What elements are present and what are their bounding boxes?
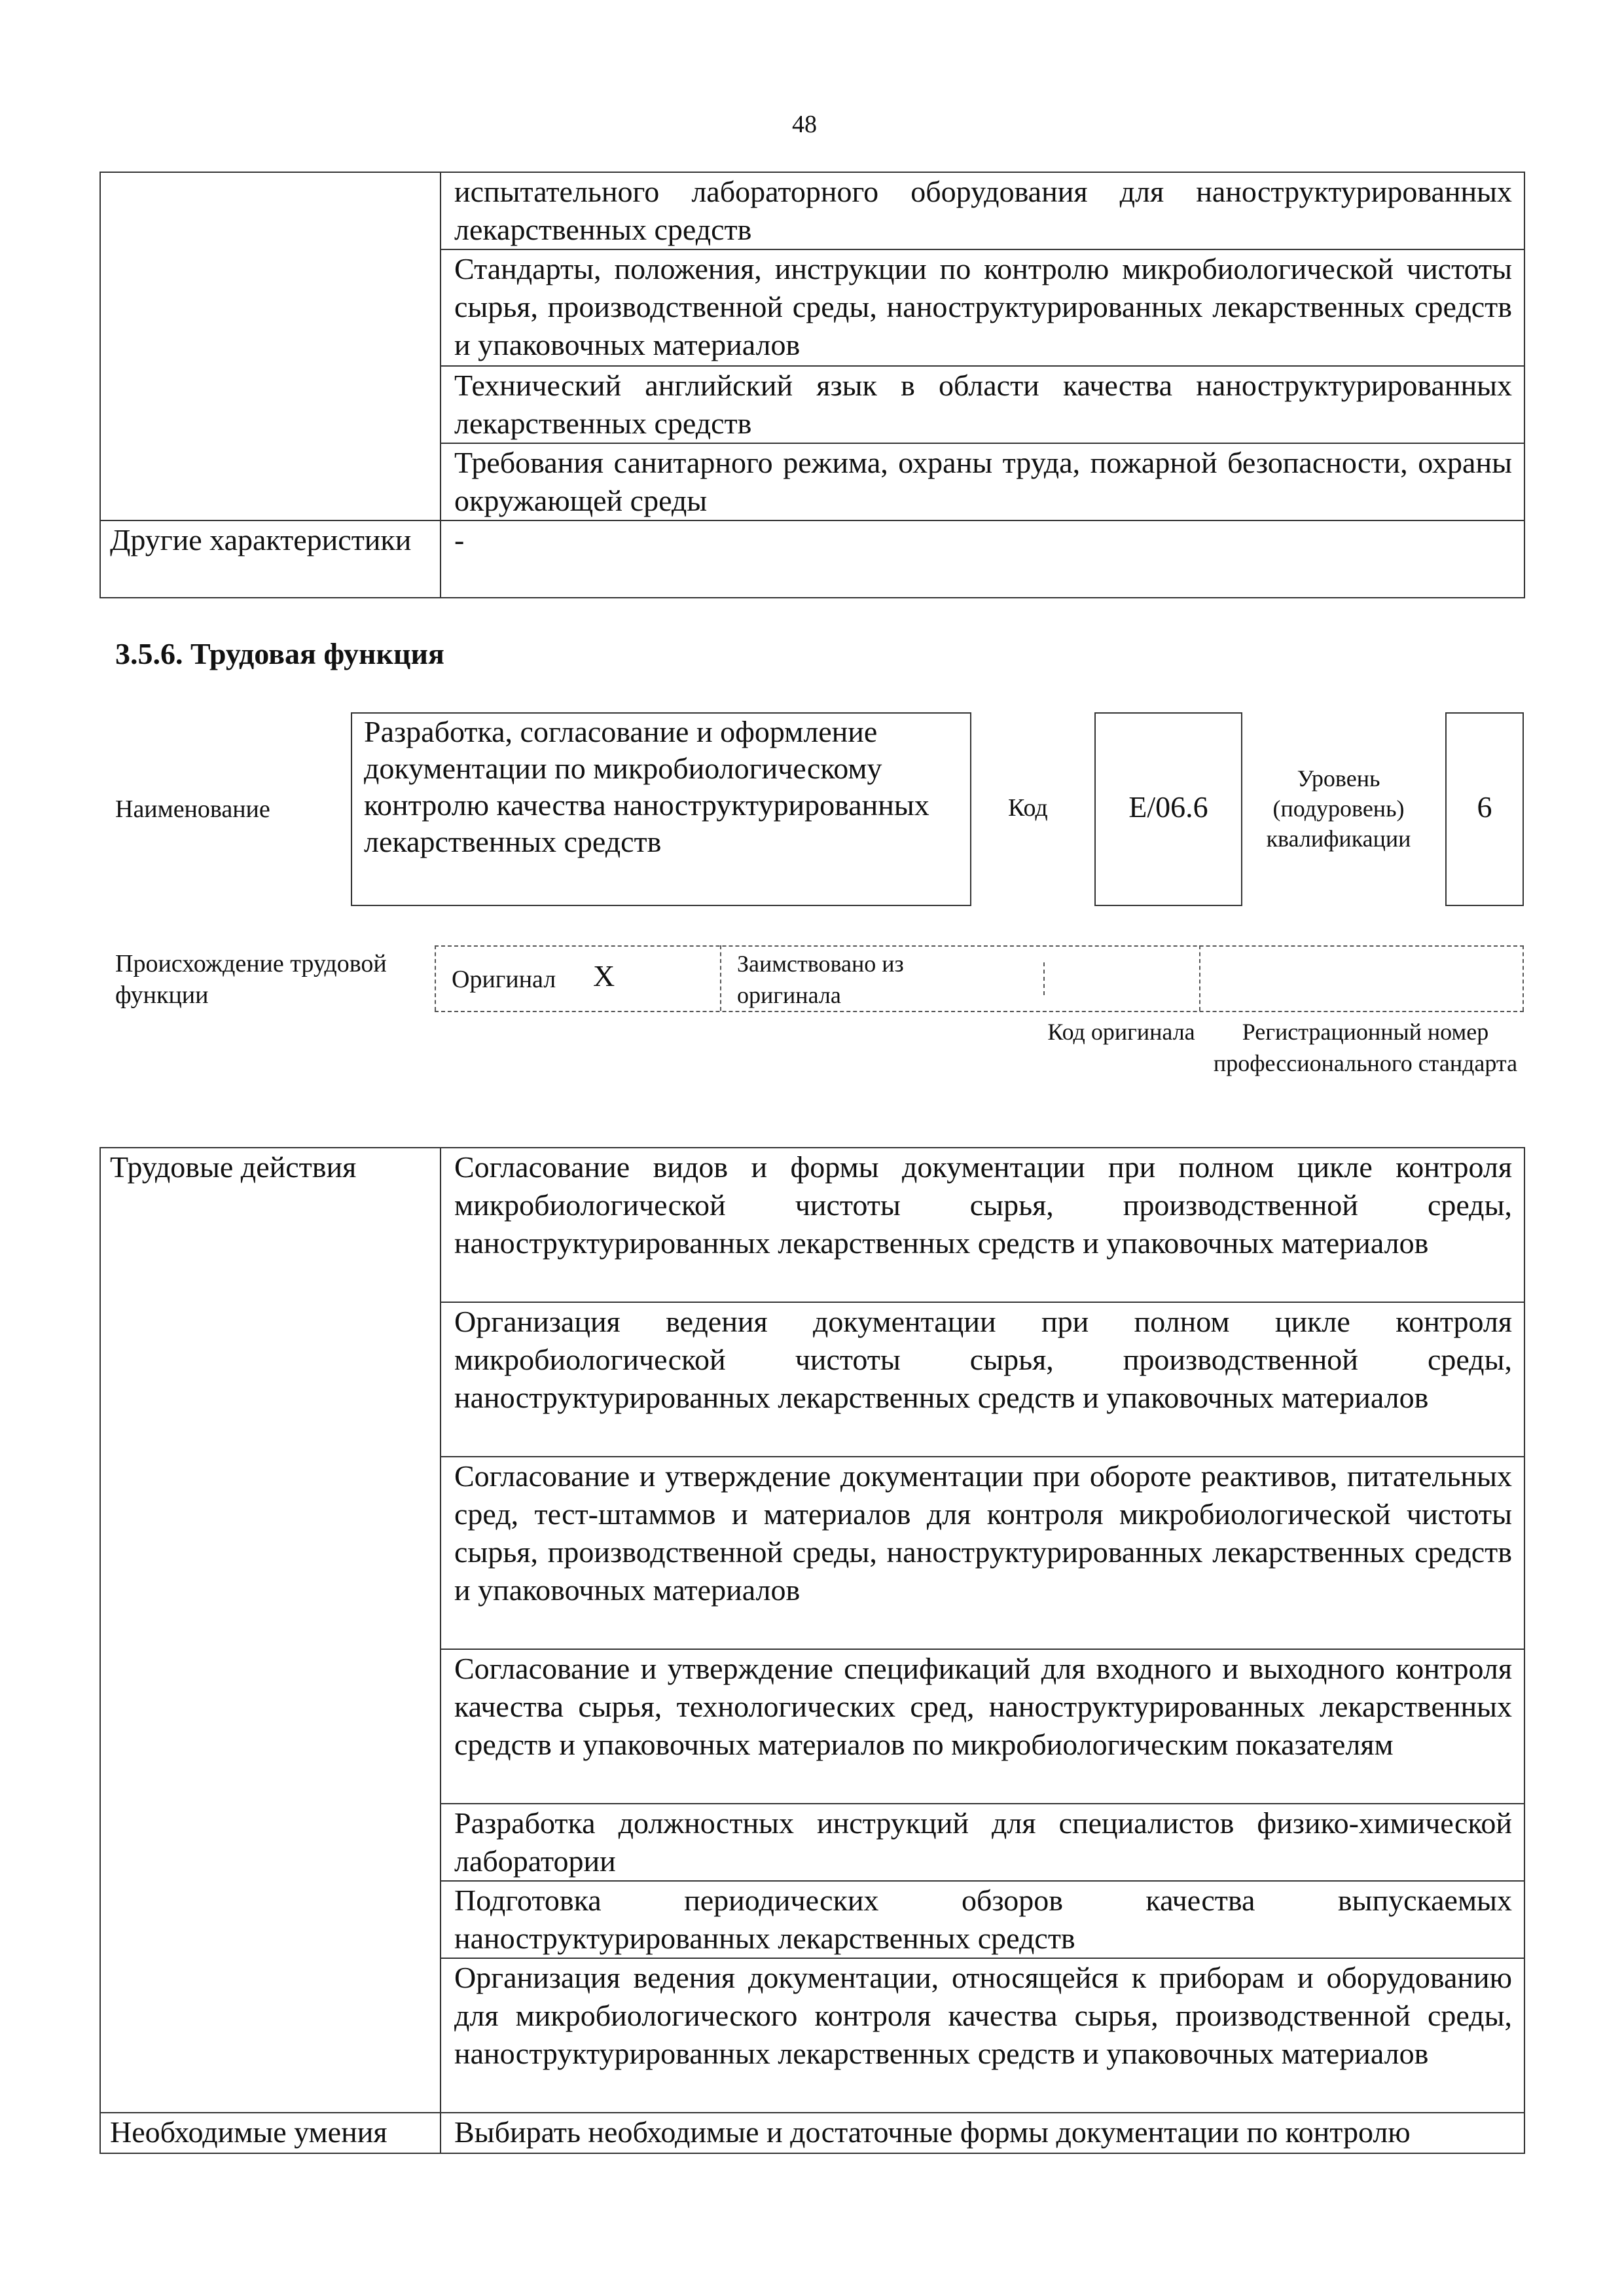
reg-divider xyxy=(1199,945,1200,1011)
other-characteristics-label: Другие характеристики xyxy=(100,520,441,598)
reg-caption: Регистрационный номер профессионального стандарта xyxy=(1213,1019,1518,1076)
knowledge-row: Технический английский язык в области качества наноструктурированных лекарственных средств xyxy=(441,366,1524,443)
name-label: Наименование xyxy=(115,795,270,823)
original-mark: X xyxy=(593,959,615,993)
skills-label: Необходимые умения xyxy=(100,2113,441,2153)
origin-right-border xyxy=(1523,945,1524,1011)
action-row: Согласование и утверждение спецификаций для входного и выходного контроля качества сырья, технологических сред, наноструктурированных лекарственных средств и упаковочных материалов по микробиологическим показателям xyxy=(441,1649,1524,1804)
borrowed-label: Заимствовано из оригинала xyxy=(737,951,904,1008)
section-heading: 3.5.6. Трудовая функция xyxy=(115,637,444,670)
skills-row: Выбирать необходимые и достаточные формы документации по контролю xyxy=(441,2113,1524,2153)
knowledge-row: Требования санитарного режима, охраны труда, пожарной безопасности, охраны окружающей среды xyxy=(441,443,1524,520)
code-box: E/06.6 xyxy=(1094,712,1242,906)
action-row: Согласование и утверждение документации при обороте реактивов, питательных сред, тест-штаммов и материалов для контроля микробиологической чистоты сырья, производственной среды, наноструктурированных лекарственных средств и упаковочных материалов xyxy=(441,1457,1524,1649)
function-name-box: Разработка, согласование и оформление документации по микробиологическому контролю качества наноструктурированных лекарственных средств xyxy=(351,712,971,906)
actions-label: Трудовые действия xyxy=(100,1148,441,2113)
action-row: Организация ведения документации при полном цикле контроля микробиологической чистоты сырья, производственной среды, наноструктурированных лекарственных средств и упаковочных материалов xyxy=(441,1302,1524,1457)
action-row: Разработка должностных инструкций для специалистов физико-химической лаборатории xyxy=(441,1804,1524,1881)
actions-table xyxy=(99,1147,1525,2154)
other-characteristics-value: - xyxy=(441,520,1524,598)
knowledge-row: Стандарты, положения, инструкции по контролю микробиологической чистоты сырья, производственной среды, наноструктурированных лекарственных средств и упаковочных материалов xyxy=(441,249,1524,366)
page-number: 48 xyxy=(792,111,817,138)
knowledge-row: испытательного лабораторного оборудования для наноструктурированных лекарственных средств xyxy=(441,172,1524,249)
original-label: Оригинал xyxy=(452,966,556,993)
action-row: Подготовка периодических обзоров качества выпускаемых наноструктурированных лекарственных средств xyxy=(441,1881,1524,1958)
code-caption: Код оригинала xyxy=(1047,1019,1195,1045)
knowledge-table xyxy=(99,172,1525,598)
level-box: 6 xyxy=(1445,712,1524,906)
origin-left-border xyxy=(435,945,436,1011)
code-label: Код xyxy=(1008,794,1048,822)
action-row: Согласование видов и формы документации при полном цикле контроля микробиологической чистоты сырья, производственной среды, наноструктурированных лекарственных средств и упаковочных материалов xyxy=(441,1148,1524,1302)
borrowed-border xyxy=(720,945,721,1011)
code-divider xyxy=(1043,962,1045,995)
origin-top-line xyxy=(435,945,1524,947)
origin-label: Происхождение трудовой функции xyxy=(115,950,387,1009)
action-row: Организация ведения документации, относящейся к приборам и оборудованию для микробиологического контроля качества сырья, производственной среды, наноструктурированных лекарственных средств и упаковочных материалов xyxy=(441,1958,1524,2113)
origin-bottom-line xyxy=(435,1011,1524,1012)
knowledge-label-cell xyxy=(100,172,441,520)
level-label: Уровень (подуровень) квалификации xyxy=(1266,765,1411,852)
